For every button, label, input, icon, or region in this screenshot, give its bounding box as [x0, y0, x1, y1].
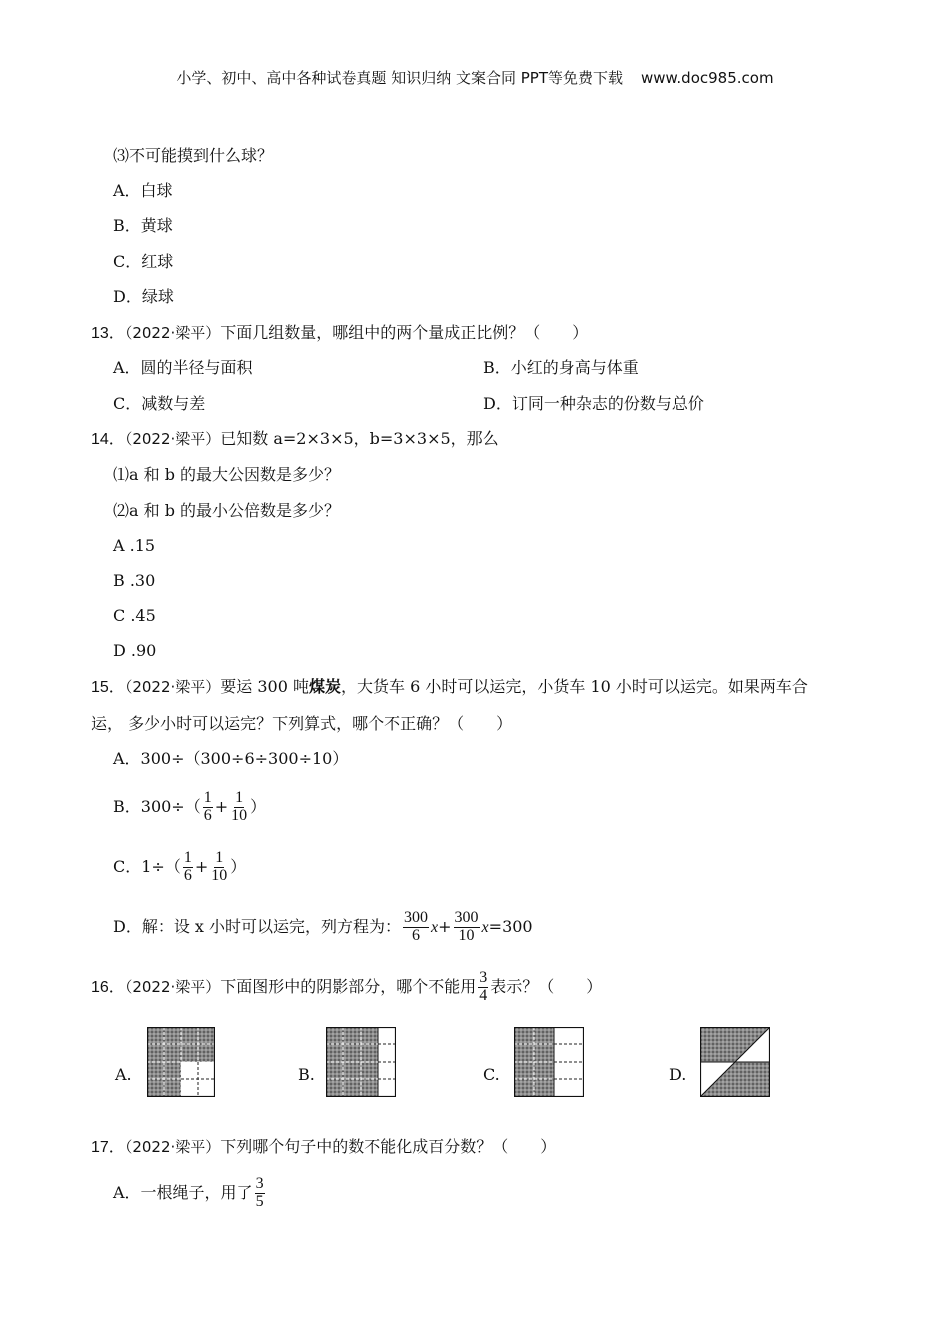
q16-figure-b: [326, 1027, 396, 1097]
q15-d-fraction-1: [403, 910, 429, 945]
q17-a-prefix: A．一根绳子，用了: [113, 1182, 253, 1202]
equals-300: =300: [488, 916, 533, 936]
q15-b-prefix: B．300÷（: [113, 796, 201, 816]
header-text: 小学、初中、高中各种试卷真题 知识归纳 文案合同 PPT等免费下载: [176, 69, 623, 87]
q16-source-tag: （2022·梁平）: [124, 977, 221, 996]
fraction-numerator: 1: [183, 849, 192, 866]
fraction-numerator: 1: [235, 789, 244, 806]
q15-option-b: [113, 790, 266, 825]
q13-stem-line: [91, 323, 588, 344]
q15-number: 15．: [91, 679, 125, 696]
q13-number: 13．: [91, 325, 125, 342]
q12-option-a: A．白球: [113, 181, 173, 200]
q14-stem-line: [91, 429, 499, 450]
q15-d-prefix: D．解：设 x 小时可以运完，列方程为：: [113, 916, 402, 936]
q16-stem-pre: 下面图形中的阴影部分，哪个不能用: [220, 976, 477, 996]
q15-option-c: [113, 850, 246, 885]
q15-option-d: [113, 910, 533, 945]
q17-fraction: [255, 1176, 265, 1211]
q12-option-d: D．绿球: [113, 287, 174, 306]
q16-fraction: [478, 970, 488, 1005]
q13-stem: 下面几组数量，哪组中的两个量成正比例？（ ）: [220, 323, 589, 342]
q16-label-d: D.: [669, 1065, 687, 1084]
q15-b-fraction-2: [230, 790, 248, 825]
q17-source-tag: （2022·梁平）: [124, 1138, 221, 1156]
q17-option-a: [113, 1176, 267, 1211]
fraction-numerator: 300: [404, 909, 429, 926]
q15-c-prefix: C．1÷（: [113, 856, 181, 876]
q15-c-fraction-2: [210, 850, 228, 885]
q16-label-a: A.: [115, 1065, 132, 1084]
q15-d-fraction-2: [454, 910, 480, 945]
fraction-denominator: 5: [255, 1192, 264, 1210]
fraction-numerator: 300: [454, 909, 479, 926]
fraction-denominator: 10: [231, 806, 248, 824]
q12-sub3: ⑶不可能摸到什么球？: [113, 146, 274, 165]
q15-option-a: A．300÷（300÷6÷300÷10）: [113, 749, 349, 768]
plus-sign: +: [214, 796, 229, 816]
q12-option-c: C．红球: [113, 252, 174, 271]
plus-sign: +: [438, 916, 452, 936]
q15-stem-post: ，大货车 6 小时可以运完，小货车 10 小时可以运完。如果两车合: [341, 677, 808, 696]
fraction-denominator: 6: [412, 926, 421, 944]
fraction-numerator: 3: [255, 1175, 264, 1192]
q14-stem: 已知数 a=2×3×5，b=3×3×5，那么: [220, 429, 499, 448]
q14-option-a: A .15: [113, 536, 156, 555]
q16-figure-a: [147, 1027, 215, 1097]
close-paren: ）: [250, 796, 267, 816]
q14-sub2: ⑵a 和 b 的最小公倍数是多少？: [113, 501, 341, 520]
q16-label-c: C.: [483, 1065, 500, 1084]
q17-stem-line: [91, 1137, 556, 1158]
q13-option-c: C．减数与差: [113, 394, 206, 413]
fraction-numerator: 3: [479, 969, 488, 986]
q15-b-fraction-1: [203, 790, 213, 825]
q12-option-b: B．黄球: [113, 216, 173, 235]
q17-number: 17．: [91, 1139, 125, 1156]
q16-label-b: B.: [298, 1065, 315, 1084]
fraction-numerator: 1: [215, 849, 224, 866]
q16-number: 16．: [91, 978, 125, 996]
page-header: [0, 68, 950, 88]
q16-stem-post: 表示？（ ）: [490, 976, 603, 996]
q14-option-c: C .45: [113, 606, 156, 625]
q13-option-d: D．订同一种杂志的份数与总价: [483, 394, 704, 413]
q15-stem-line2: 运， 多少小时可以运完？下列算式，哪个不正确？（ ）: [91, 714, 513, 733]
q13-option-b: B．小红的身高与体重: [483, 358, 639, 377]
fraction-denominator: 6: [183, 866, 192, 884]
q16-stem-line: [91, 970, 602, 1005]
q16-figure-d: [700, 1027, 770, 1097]
q16-figure-c: [514, 1027, 584, 1097]
q15-source-tag: （2022·梁平）: [124, 678, 221, 696]
fraction-denominator: 10: [211, 866, 228, 884]
q15-stem-bold: 煤炭: [308, 677, 341, 696]
q15-c-fraction-1: [183, 850, 193, 885]
q14-option-d: D .90: [113, 641, 157, 660]
header-url[interactable]: www.doc985.com: [640, 69, 774, 87]
q15-stem-line1: [91, 677, 808, 698]
fraction-denominator: 4: [479, 986, 488, 1004]
q17-stem: 下列哪个句子中的数不能化成百分数？（ ）: [220, 1137, 557, 1156]
fraction-denominator: 10: [458, 926, 475, 944]
q14-sub1: ⑴a 和 b 的最大公因数是多少？: [113, 465, 341, 484]
q13-source-tag: （2022·梁平）: [124, 324, 221, 342]
q14-source-tag: （2022·梁平）: [124, 430, 221, 448]
variable-x: x: [481, 918, 489, 936]
close-paren: ）: [230, 856, 247, 876]
fraction-numerator: 1: [203, 789, 212, 806]
fraction-denominator: 6: [203, 806, 212, 824]
q14-number: 14．: [91, 431, 125, 448]
q14-option-b: B .30: [113, 571, 156, 590]
q13-option-a: A．圆的半径与面积: [113, 358, 253, 377]
q15-stem-pre: 要运 300 吨: [220, 677, 309, 696]
plus-sign: +: [194, 856, 209, 876]
variable-x: x: [431, 918, 439, 936]
